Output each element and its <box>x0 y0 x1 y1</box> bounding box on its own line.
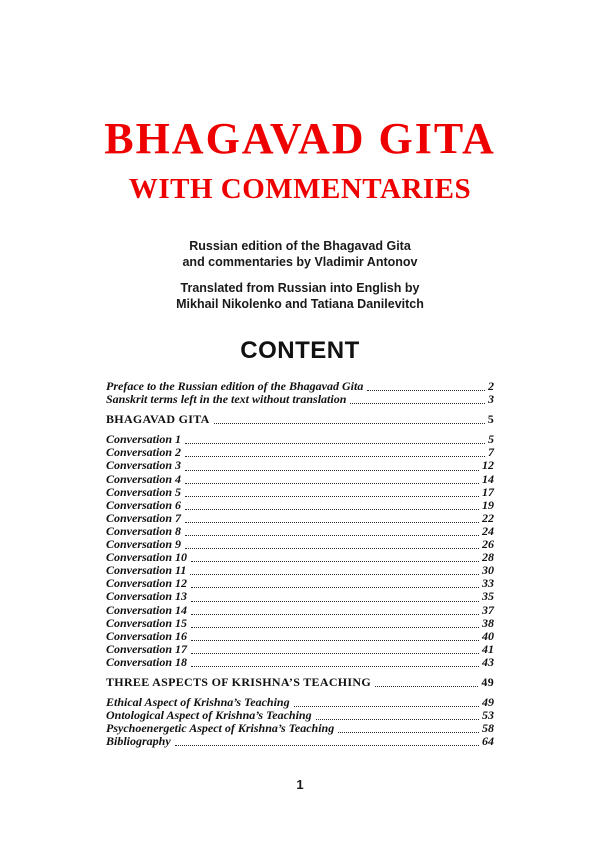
dot-leader <box>338 731 479 733</box>
dot-leader <box>185 495 479 497</box>
toc-entry-label: Conversation 13 <box>106 589 188 604</box>
toc-entry-label: Conversation 10 <box>106 550 188 565</box>
toc-entry-page: 49 <box>481 674 494 689</box>
toc-entry-label: Conversation 7 <box>106 510 182 525</box>
dot-leader <box>185 482 479 484</box>
toc-entry-label: Conversation 11 <box>106 563 187 578</box>
toc-entry-page: 40 <box>482 628 494 643</box>
edition-note-line-2: and commentaries by Vladimir Antonov <box>182 255 418 269</box>
toc-entry-page: 5 <box>487 412 494 427</box>
toc-entry-label: THREE ASPECTS OF KRISHNA’S TEACHING <box>106 674 372 689</box>
dot-leader <box>375 685 478 687</box>
toc-entry <box>106 473 494 486</box>
page-number: 1 <box>296 777 304 792</box>
toc-entry-label: Conversation 8 <box>106 523 182 538</box>
toc-entry-page: 38 <box>482 615 494 630</box>
toc-entry <box>106 393 494 406</box>
dot-leader <box>191 600 479 602</box>
sub-title: WITH COMMENTARIES <box>128 173 472 205</box>
toc-entry-label: Bibliography <box>106 734 171 749</box>
toc-entry-label: Conversation 1 <box>106 432 182 447</box>
dot-leader <box>190 573 479 575</box>
toc-entry-page: 28 <box>482 550 494 565</box>
toc-entry <box>106 459 494 472</box>
toc-entry-label: Conversation 5 <box>106 484 182 499</box>
toc-entry <box>106 604 494 617</box>
toc-entry-label: Psychoenergetic Aspect of Krishna’s Teaching <box>106 721 335 736</box>
dot-leader <box>185 469 479 471</box>
dot-leader <box>185 508 479 510</box>
toc-entry <box>106 630 494 643</box>
dot-leader <box>191 586 479 588</box>
toc-entry-page: 35 <box>482 589 494 604</box>
dot-leader <box>185 534 479 536</box>
toc-entry <box>106 643 494 656</box>
toc-entry-page: 3 <box>488 392 494 407</box>
dot-leader <box>175 744 479 746</box>
toc-list <box>106 380 494 748</box>
toc-entry-page: 49 <box>482 695 494 710</box>
edition-note <box>0 238 600 270</box>
toc-entry-page: 53 <box>482 708 494 723</box>
translator-note <box>0 280 600 312</box>
toc-entry-page: 7 <box>488 445 494 460</box>
toc-entry-page: 41 <box>482 641 494 656</box>
dot-leader <box>316 718 479 720</box>
toc-entry-page: 43 <box>482 654 494 669</box>
dot-leader <box>294 705 479 707</box>
toc-entry-page: 5 <box>488 432 494 447</box>
toc-entry-label: Conversation 12 <box>106 576 188 591</box>
translator-note-line-2: Mikhail Nikolenko and Tatiana Danilevitch <box>176 297 424 311</box>
toc-entry-page: 22 <box>482 510 494 525</box>
toc-entry-page: 2 <box>488 379 494 393</box>
toc-entry-label: Conversation 9 <box>106 537 182 552</box>
toc-entry-page: 12 <box>482 458 494 473</box>
toc-entry-page: 14 <box>482 471 494 486</box>
toc-entry-page: 33 <box>482 576 494 591</box>
toc-entry-page: 19 <box>482 497 494 512</box>
edition-note-line-1: Russian edition of the Bhagavad Gita <box>189 239 411 253</box>
dot-leader <box>191 639 479 641</box>
toc-entry-label: Conversation 6 <box>106 497 182 512</box>
toc-entry-label: Ontological Aspect of Krishna’s Teaching <box>106 708 312 723</box>
toc-entry-page: 37 <box>482 602 494 617</box>
toc-entry-label: Sanskrit terms left in the text without translation <box>106 392 347 407</box>
toc-entry <box>106 735 494 748</box>
toc-entry-page: 26 <box>482 537 494 552</box>
toc-entry-label: Conversation 15 <box>106 615 188 630</box>
main-title: BHAGAVAD GITA <box>104 114 496 163</box>
content-heading: CONTENT <box>240 337 360 364</box>
toc-entry-label: Conversation 4 <box>106 471 182 486</box>
toc-entry <box>106 486 494 499</box>
toc-entry-label: Conversation 2 <box>106 445 182 460</box>
toc-entry <box>106 617 494 630</box>
toc-entry-label: Conversation 14 <box>106 602 188 617</box>
toc-entry <box>106 499 494 512</box>
dot-leader <box>350 402 485 404</box>
toc-entry-label: Conversation 18 <box>106 654 188 669</box>
toc-entry-label: Ethical Aspect of Krishna’s Teaching <box>106 695 290 710</box>
dot-leader <box>191 626 479 628</box>
dot-leader <box>185 442 485 444</box>
toc-section-entry <box>106 413 494 426</box>
toc-entry-label: Conversation 17 <box>106 641 188 656</box>
dot-leader <box>185 521 479 523</box>
dot-leader <box>185 455 485 457</box>
toc-entry-page: 58 <box>482 721 494 736</box>
dot-leader <box>191 613 479 615</box>
toc-entry <box>106 590 494 603</box>
dot-leader <box>191 560 479 562</box>
toc-entry-label: Conversation 3 <box>106 458 182 473</box>
dot-leader <box>191 665 479 667</box>
toc-entry-label: Conversation 16 <box>106 628 188 643</box>
dot-leader <box>214 422 485 424</box>
dot-leader <box>185 547 479 549</box>
toc-entry-page: 30 <box>482 563 494 578</box>
dot-leader <box>367 389 485 391</box>
toc-entry-page: 64 <box>482 734 494 749</box>
translator-note-line-1: Translated from Russian into English by <box>180 281 420 295</box>
toc-entry-label: BHAGAVAD GITA <box>106 412 210 427</box>
toc-entry-page: 17 <box>482 484 494 499</box>
toc-entry-label: Preface to the Russian edition of the Bhagavad Gita <box>106 379 364 393</box>
dot-leader <box>191 652 479 654</box>
toc-entry <box>106 512 494 525</box>
toc-section-entry <box>106 676 494 689</box>
toc-entry <box>106 656 494 669</box>
toc-entry-page: 24 <box>482 523 494 538</box>
